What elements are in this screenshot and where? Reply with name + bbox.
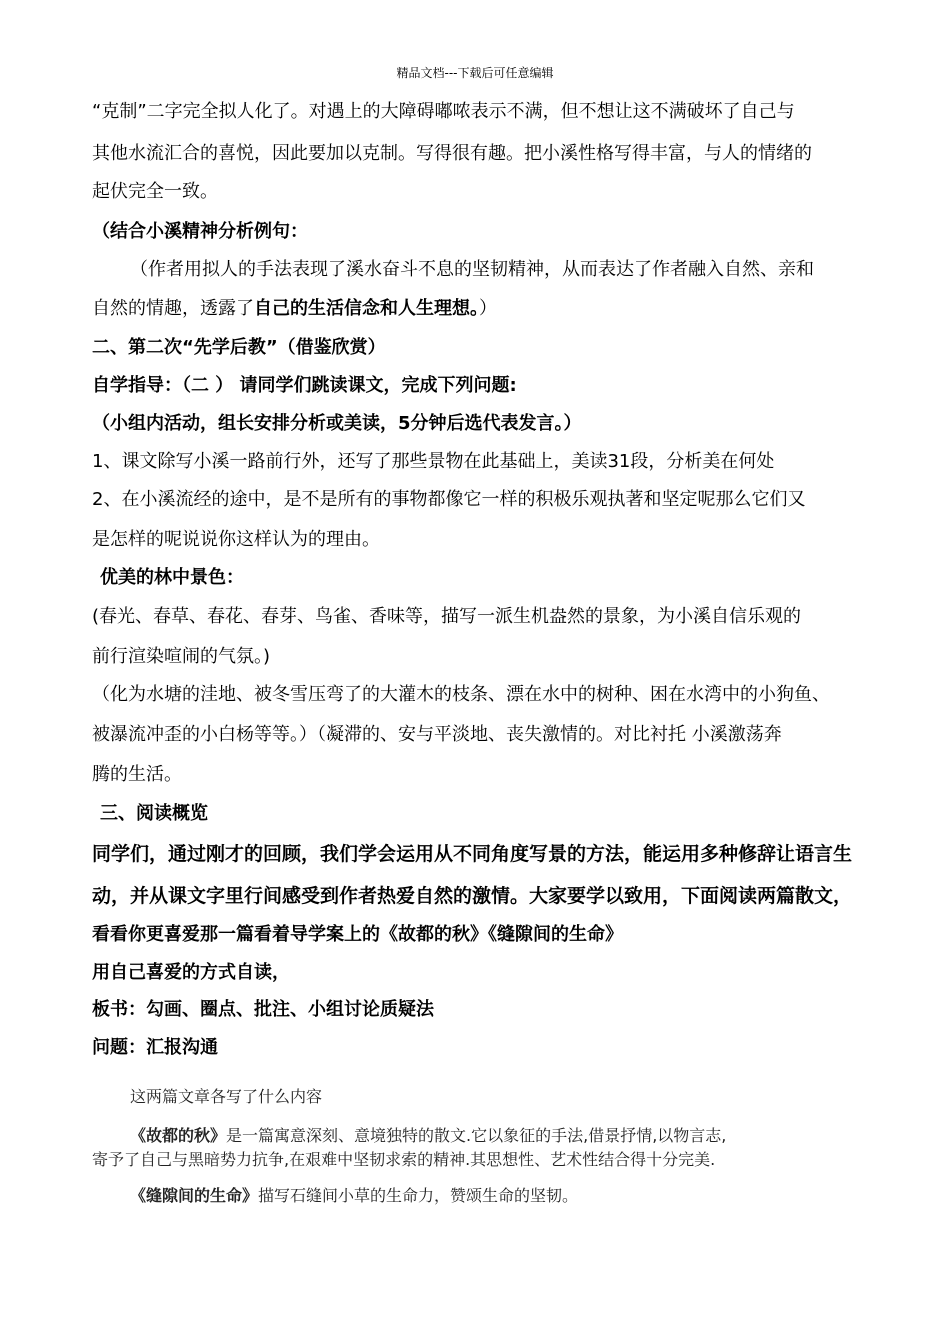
group-activity-line: （小组内活动，组长安排分析或美读，5分钟后选代表发言。） (92, 413, 582, 434)
paragraph-line (130, 1185, 578, 1207)
paragraph-line: 动，并从课文字里行间感受到作者热爱自然的激情。大家要学以致用，下面阅读两篇散文， (92, 885, 853, 907)
book-title: 《故都的秋》 (130, 1126, 227, 1145)
paragraph-line: 其他水流汇合的喜悦，因此要加以克制。写得很有趣。把小溪性格写得丰富，与人的情绪的 (92, 143, 812, 164)
paragraph-line: 寄予了自己与黑暗势力抗争,在艰难中坚韧求索的精神.其思想性、艺术性结合得十分完美. (92, 1150, 716, 1169)
emphasis-text: 自己的生活信念和人生理想。 (254, 298, 479, 319)
scenery-heading: 优美的林中景色： (100, 567, 244, 588)
book-title: 《缝隙间的生命》 (130, 1186, 259, 1205)
paragraph-line: 这两篇文章各写了什么内容 (130, 1087, 323, 1106)
paragraph-line: 腾的生活。 (92, 764, 182, 785)
paragraph-line (92, 298, 497, 320)
paragraph-line: 同学们，通过刚才的回顾，我们学会运用从不同角度写景的方法，能运用多种修辞让语言生 (92, 843, 853, 865)
paragraph-line: “克制”二字完全拟人化了。对遇上的大障碍嘟哝表示不满，但不想让这不满破坏了自己与 (92, 101, 795, 122)
text-run: 自然的情趣，透露了 (92, 298, 254, 319)
paragraph-line: 看看你更喜爱那一篇看着导学案上的《故都的秋》《缝隙间的生命》 (92, 924, 623, 945)
analysis-heading: （结合小溪精神分析例句： (92, 221, 308, 242)
section-heading: 二、第二次“先学后教”（借鉴欣赏） (92, 337, 386, 358)
section-heading: 三、阅读概览 (100, 803, 208, 824)
question-line: 问题：汇报沟通 (92, 1037, 218, 1058)
paragraph-line: (春光、春草、春花、春芽、鸟雀、香味等，描写一派生机盎然的景象，为小溪自信乐观的 (92, 606, 802, 627)
page-header: 精品文档---下载后可任意编辑 (396, 66, 554, 80)
study-guide-line: 自学指导：（二 ） 请同学们跳读课文，完成下列问题: (92, 375, 517, 396)
question-line: 2、在小溪流经的途中，是不是所有的事物都像它一样的积极乐观执著和坚定呢那么它们又 (92, 489, 806, 510)
paragraph-line: （作者用拟人的手法表现了溪水奋斗不息的坚韧精神，从而表达了作者融入自然、亲和 (130, 259, 814, 280)
blackboard-line: 板书：勾画、圈点、批注、小组讨论质疑法 (92, 999, 434, 1020)
paragraph-line: （化为水塘的洼地、被冬雪压弯了的大灌木的枝条、漂在水中的树种、困在水湾中的小狗鱼、 (92, 684, 830, 705)
paragraph-line: 被瀑流冲歪的小白杨等等。）（凝滞的、安与平淡地、丧失激情的。对比衬托 小溪激荡奔 (92, 724, 782, 745)
paragraph-line (130, 1125, 726, 1147)
question-line: 1、课文除写小溪一路前行外，还写了那些景物在此基础上，美读31段，分析美在何处 (92, 451, 775, 472)
paragraph-line: 用自己喜爱的方式自读， (92, 962, 290, 983)
text-run: ） (479, 298, 497, 319)
text-run: 是一篇寓意深刻、意境独特的散文.它以象征的手法,借景抒情,以物言志, (226, 1126, 727, 1145)
paragraph-line: 起伏完全一致。 (92, 181, 218, 202)
question-line: 是怎样的呢说说你这样认为的理由。 (92, 529, 380, 550)
paragraph-line: 前行渲染喧闹的气氛。) (92, 646, 271, 667)
text-run: 描写石缝间小草的生命力，赞颂生命的坚韧。 (258, 1186, 579, 1205)
